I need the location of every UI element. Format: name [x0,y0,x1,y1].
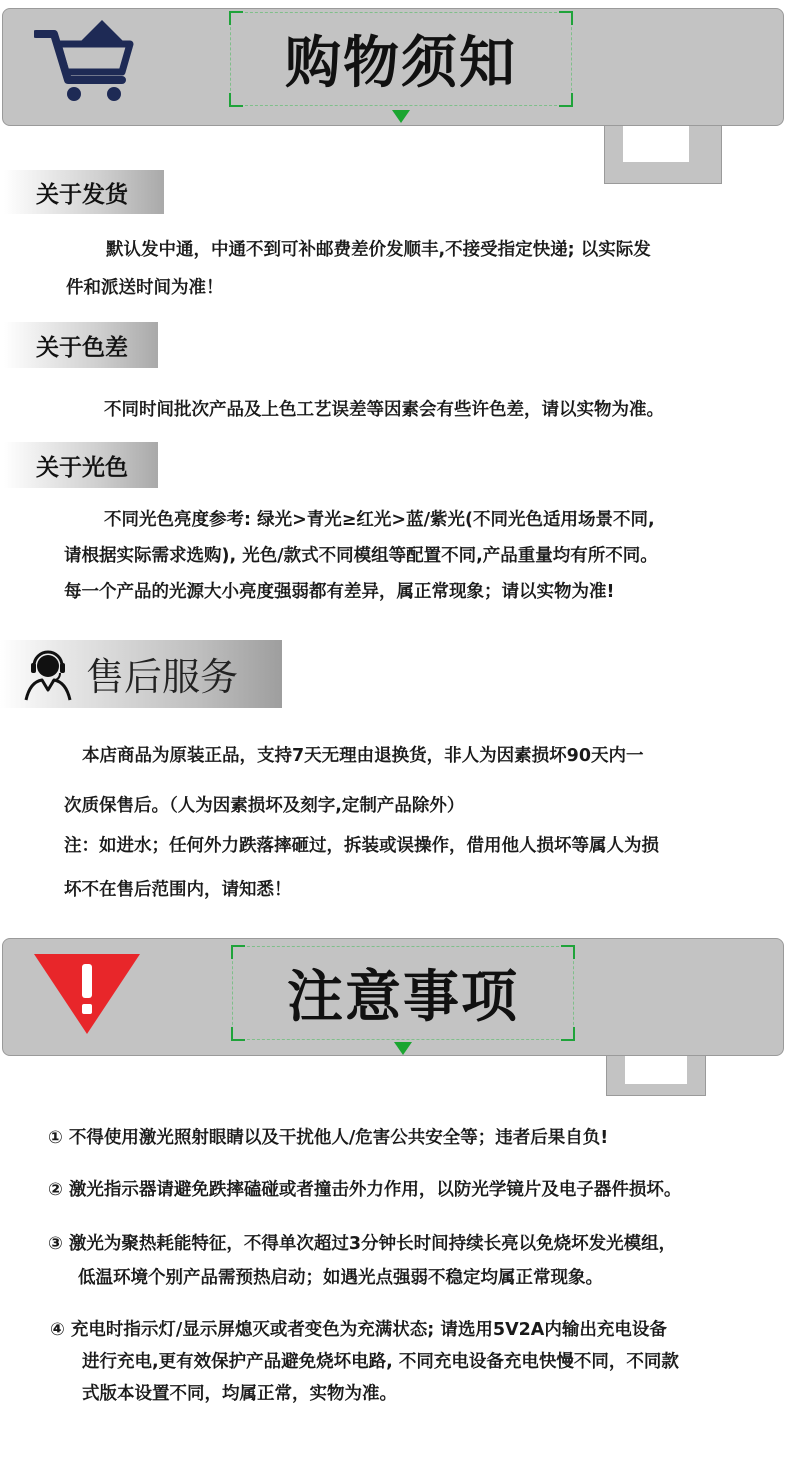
customer-service-icon [20,646,76,702]
notice-text: 激光为聚热耗能特征，不得单次超过3分钟长时间持续长亮以免烧坏发光模组， [68,1234,677,1254]
shipping-label: 关于发货 [4,170,164,214]
shopping-cart-icon [34,18,134,104]
light-color-label: 关于光色 [4,442,158,488]
banner-tab [606,1056,706,1096]
corner-mark [231,1027,245,1041]
notice-item-3-line-2: 低温环境个别产品需预热启动；如遇光点强弱不稳定均属正常现象。 [78,1268,603,1288]
corner-mark [559,11,573,25]
precautions-title-box [232,946,574,1040]
precautions-title: 注意事项 [287,965,519,1030]
after-sales-title: 售后服务 [86,655,239,699]
light-color-text-line-2: 请根据实际需求选购), 光色/款式不同模组等配置不同,产品重量均有所不同。 [64,546,658,566]
after-sales-text-line-1: 本店商品为原装正品，支持7天无理由退换货，非人为因素损坏90天内一 [82,746,644,766]
corner-mark [559,93,573,107]
light-color-text-line-3: 每一个产品的光源大小亮度强弱都有差异，属正常现象；请以实物为准! [64,582,615,602]
banner-tab [604,126,722,184]
arrow-down-icon [394,1042,412,1055]
corner-mark [229,11,243,25]
notice-item-1 [48,1124,608,1149]
corner-mark [561,945,575,959]
notice-text: 充电时指示灯/显示屏熄灭或者变色为充满状态; 请选用5V2A内输出充电设备 [70,1320,667,1340]
after-sales-text-line-3: 注：如进水；任何外力跌落摔砸过，拆装或误操作，借用他人损坏等属人为损 [64,836,659,856]
notice-text: 激光指示器请避免跌摔磕碰或者撞击外力作用，以防光学镜片及电子器件损坏。 [68,1180,682,1200]
title-frame [230,12,572,106]
corner-mark [229,93,243,107]
color-diff-text: 不同时间批次产品及上色工艺误差等因素会有些许色差，请以实物为准。 [104,400,664,420]
notice-number: ② [48,1180,63,1200]
notice-item-4-line-2: 进行充电,更有效保护产品避免烧坏电路, 不同充电设备充电快慢不同，不同款 [82,1352,679,1372]
shipping-text-line-2: 件和派送时间为准！ [66,278,224,298]
arrow-down-icon [392,110,410,123]
notice-number: ③ [48,1234,63,1254]
notice-number: ① [48,1128,63,1148]
warning-icon [32,952,142,1036]
corner-mark [561,1027,575,1041]
shopping-notice-title: 购物须知 [285,31,517,96]
after-sales-text-line-2: 次质保售后。（人为因素损坏及刻字,定制产品除外） [64,796,465,816]
notice-text: 不得使用激光照射眼睛以及干扰他人/危害公共安全等；违者后果自负! [68,1128,609,1148]
notice-item-4 [50,1316,667,1341]
notice-item-4-line-3: 式版本设置不同，均属正常，实物为准。 [82,1384,397,1404]
shipping-text-line-1: 默认发中通，中通不到可补邮费差价发顺丰,不接受指定快递; 以实际发 [106,240,651,260]
corner-mark [231,945,245,959]
notice-item-3 [48,1230,676,1255]
after-sales-text-line-4: 坏不在售后范围内，请知悉！ [64,880,292,900]
shopping-notice-title-box [230,12,572,106]
notice-number: ④ [50,1320,65,1340]
notice-item-2 [48,1176,681,1201]
title-frame [232,946,574,1040]
light-color-text-line-1: 不同光色亮度参考: 绿光>青光≥红光>蓝/紫光(不同光色适用场景不同, [104,510,655,530]
color-diff-label: 关于色差 [4,322,158,368]
